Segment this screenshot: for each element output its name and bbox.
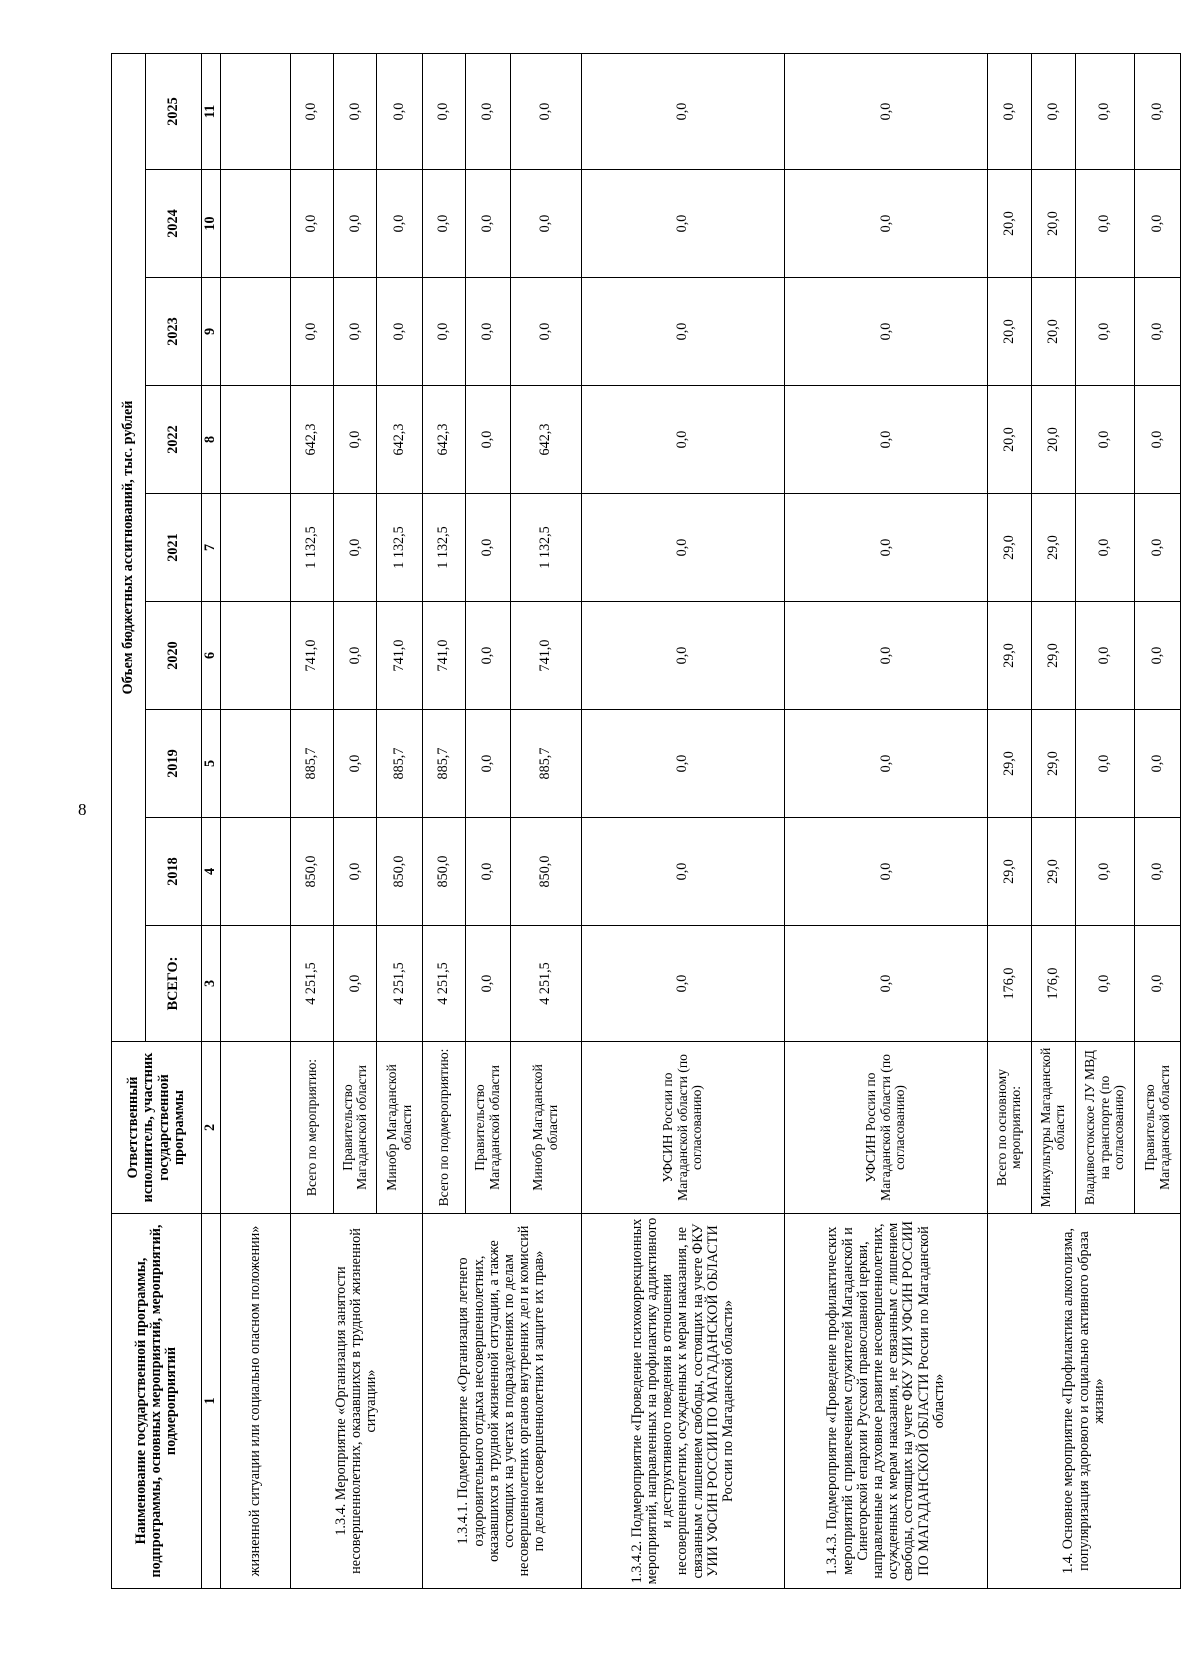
col-number: 2 [202,1042,221,1214]
row-year-value: 0,0 [422,54,465,170]
col-number: 3 [202,926,221,1042]
table-row [988,54,1031,1589]
header-year: 2020 [146,602,202,710]
row-year-value: 850,0 [422,818,465,926]
row-year-value: 850,0 [290,818,333,926]
table-row [785,54,988,1589]
header-col-executor: Ответственный исполнитель, участник государственной программы [112,1042,202,1214]
row-executor: Правительство Магаданской области [334,1042,377,1214]
row-year-value: 0,0 [1075,818,1134,926]
header-year: 2024 [146,170,202,278]
col-number: 10 [202,170,221,278]
header-col-name: Наименование государственной программы, подпрограммы, основных мероприятий, мероприятий, подмероприятий [112,1214,202,1589]
row-year-value: 0,0 [1135,54,1181,170]
row-executor: Минобр Магаданской области [510,1042,581,1214]
row-year-value: 0,0 [581,170,784,278]
row-year-value: 0,0 [334,278,377,386]
row-year-value: 0,0 [785,54,988,170]
table-row [581,54,784,1589]
row-year-value: 0,0 [466,494,510,602]
row-year-value: 741,0 [377,602,423,710]
row-year-value: 0,0 [1135,602,1181,710]
row-year-value: 0,0 [1075,602,1134,710]
row-total-value: 0,0 [466,926,510,1042]
empty-cell [221,926,291,1042]
col-number: 11 [202,54,221,170]
row-year-value: 0,0 [581,494,784,602]
budget-table [111,53,1181,1589]
rotated-table-container [111,54,1181,1589]
col-number: 1 [202,1214,221,1589]
row-year-value: 741,0 [510,602,581,710]
page-number: 8 [78,800,87,819]
row-year-value: 0,0 [1135,278,1181,386]
row-year-value: 0,0 [510,54,581,170]
row-year-value: 0,0 [334,54,377,170]
row-year-value: 20,0 [1031,278,1075,386]
row-year-value: 0,0 [466,710,510,818]
row-executor: Минобр Магаданской области [377,1042,423,1214]
row-year-value: 0,0 [1031,54,1075,170]
row-year-value: 0,0 [334,818,377,926]
row-year-value: 0,0 [785,818,988,926]
col-number: 7 [202,494,221,602]
row-year-value: 0,0 [1075,278,1134,386]
row-year-value: 0,0 [334,710,377,818]
row-executor: Всего по мероприятию: [290,1042,333,1214]
row-year-value: 0,0 [1135,710,1181,818]
row-executor: Всего по подмероприятию: [422,1042,465,1214]
row-year-value: 29,0 [1031,710,1075,818]
row-year-value: 1 132,5 [290,494,333,602]
row-name: 1.4. Основное мероприятие «Профилактика алкоголизма, популяризация здорового и социально активного образа жизни» [988,1214,1181,1589]
row-year-value: 0,0 [334,386,377,494]
row-year-value: 1 132,5 [422,494,465,602]
col-number: 6 [202,602,221,710]
row-total-value: 0,0 [785,926,988,1042]
row-year-value: 642,3 [290,386,333,494]
table-row [422,54,465,1589]
row-year-value: 0,0 [377,278,423,386]
row-year-value: 642,3 [377,386,423,494]
row-year-value: 29,0 [988,602,1031,710]
row-year-value: 0,0 [785,494,988,602]
row-year-value: 29,0 [1031,494,1075,602]
row-year-value: 0,0 [785,710,988,818]
row-total-value: 0,0 [1075,926,1134,1042]
row-year-value: 0,0 [785,170,988,278]
row-year-value: 20,0 [1031,170,1075,278]
row-year-value: 0,0 [290,278,333,386]
row-year-value: 29,0 [1031,602,1075,710]
row-year-value: 1 132,5 [377,494,423,602]
row-executor: УФСИН России по Магаданской области (по согласованию) [581,1042,784,1214]
row-year-value: 0,0 [1075,54,1134,170]
row-year-value: 0,0 [510,170,581,278]
row-year-value: 0,0 [785,386,988,494]
row-year-value: 0,0 [377,170,423,278]
header-year: 2021 [146,494,202,602]
row-year-value: 0,0 [422,278,465,386]
header-year: 2023 [146,278,202,386]
row-year-value: 885,7 [422,710,465,818]
row-name: 1.3.4.2. Подмероприятие «Проведение психокоррекционных мероприятий, направленных на профилактику аддиктивного и деструктивного поведения в отношении несовершеннолетних, осужденных к мерам наказания, не связанным с лишением свободы, состоящих на учете ФКУ УИИ УФСИН РОССИИ ПО МАГАДАНСКОЙ ОБЛАСТИ России по Магаданской области» [581,1214,784,1589]
col-number: 8 [202,386,221,494]
header-year: 2018 [146,818,202,926]
row-year-value: 0,0 [466,54,510,170]
row-year-value: 0,0 [1075,386,1134,494]
row-executor: Правительство Магаданской области [466,1042,510,1214]
row-total-value: 4 251,5 [510,926,581,1042]
row-executor: Владивостокское ЛУ МВД на транспорте (по согласованию) [1075,1042,1134,1214]
table-row [221,54,291,1589]
row-year-value: 0,0 [334,170,377,278]
col-number: 5 [202,710,221,818]
col-number: 9 [202,278,221,386]
row-executor: Минкультуры Магаданской области [1031,1042,1075,1214]
row-year-value: 20,0 [1031,386,1075,494]
row-year-value: 0,0 [581,602,784,710]
row-name: 1.3.4.1. Подмероприятие «Организация летнего оздоровительного отдыха несовершеннолетних, оказавшихся в трудной жизненной ситуации, а также состоящих на учетах в подразделениях по делам несовершеннолетних органов внутренних дел и комиссий по делам несовершеннолетних и защите их прав» [422,1214,581,1589]
row-year-value: 0,0 [1135,818,1181,926]
row-total-value: 4 251,5 [377,926,423,1042]
row-year-value: 0,0 [581,818,784,926]
row-year-value: 29,0 [988,494,1031,602]
row-name: жизненной ситуации или социально опасном положении» [221,1214,291,1589]
empty-cell [221,818,291,926]
row-year-value: 0,0 [377,54,423,170]
header-year: 2022 [146,386,202,494]
row-total-value: 4 251,5 [290,926,333,1042]
row-year-value: 1 132,5 [510,494,581,602]
row-year-value: 850,0 [510,818,581,926]
row-year-value: 885,7 [510,710,581,818]
row-name: 1.3.4. Мероприятие «Организация занятости несовершеннолетних, оказавшихся в трудной жизненной ситуации» [290,1214,422,1589]
row-total-value: 4 251,5 [422,926,465,1042]
row-year-value: 0,0 [466,602,510,710]
row-year-value: 741,0 [422,602,465,710]
row-year-value: 0,0 [581,386,784,494]
row-year-value: 0,0 [466,170,510,278]
empty-cell [221,602,291,710]
empty-cell [221,170,291,278]
header-total: ВСЕГО: [146,926,202,1042]
header-year: 2019 [146,710,202,818]
row-year-value: 642,3 [422,386,465,494]
row-year-value: 0,0 [1075,494,1134,602]
row-year-value: 0,0 [581,710,784,818]
empty-cell [221,278,291,386]
empty-cell [221,1042,291,1214]
row-year-value: 885,7 [290,710,333,818]
header-budget-group: Объем бюджетных ассигнований, тыс. рублей [112,54,146,1042]
row-year-value: 0,0 [581,278,784,386]
row-year-value: 20,0 [988,386,1031,494]
row-year-value: 0,0 [466,386,510,494]
row-total-value: 176,0 [1031,926,1075,1042]
row-year-value: 0,0 [334,602,377,710]
row-year-value: 29,0 [988,710,1031,818]
empty-cell [221,710,291,818]
row-year-value: 20,0 [988,170,1031,278]
column-number-row [202,54,221,1589]
row-year-value: 741,0 [290,602,333,710]
row-executor: УФСИН России по Магаданской области (по согласованию) [785,1042,988,1214]
row-name: 1.3.4.3. Подмероприятие «Проведение профилактических мероприятий с привлечением служителей Магаданской и Синегорской епархии Русской православной церкви, направленные на духовное развитие несовершеннолетних, осужденных к мерам наказания, не связанным с лишением свободы, состоящих на учете ФКУ УИИ УФСИН РОССИИ ПО МАГАДАНСКОЙ ОБЛАСТИ России по Магаданской области» [785,1214,988,1589]
row-year-value: 642,3 [510,386,581,494]
row-year-value: 0,0 [510,278,581,386]
header-year: 2025 [146,54,202,170]
row-year-value: 885,7 [377,710,423,818]
row-executor: Всего по основному мероприятию: [988,1042,1031,1214]
row-year-value: 0,0 [1135,170,1181,278]
row-year-value: 0,0 [466,818,510,926]
row-total-value: 0,0 [581,926,784,1042]
row-year-value: 0,0 [581,54,784,170]
row-year-value: 20,0 [988,278,1031,386]
row-year-value: 29,0 [988,818,1031,926]
col-number: 4 [202,818,221,926]
row-total-value: 176,0 [988,926,1031,1042]
row-year-value: 0,0 [290,170,333,278]
row-year-value: 0,0 [466,278,510,386]
row-year-value: 0,0 [1075,170,1134,278]
row-year-value: 0,0 [988,54,1031,170]
row-year-value: 0,0 [422,170,465,278]
row-total-value: 0,0 [1135,926,1181,1042]
empty-cell [221,386,291,494]
empty-cell [221,494,291,602]
row-executor: Правительство Магаданской области [1135,1042,1181,1214]
row-total-value: 0,0 [334,926,377,1042]
row-year-value: 0,0 [785,602,988,710]
row-year-value: 0,0 [1135,494,1181,602]
row-year-value: 29,0 [1031,818,1075,926]
row-year-value: 0,0 [785,278,988,386]
row-year-value: 850,0 [377,818,423,926]
row-year-value: 0,0 [334,494,377,602]
table-row [290,54,333,1589]
row-year-value: 0,0 [1135,386,1181,494]
row-year-value: 0,0 [290,54,333,170]
empty-cell [221,54,291,170]
row-year-value: 0,0 [1075,710,1134,818]
